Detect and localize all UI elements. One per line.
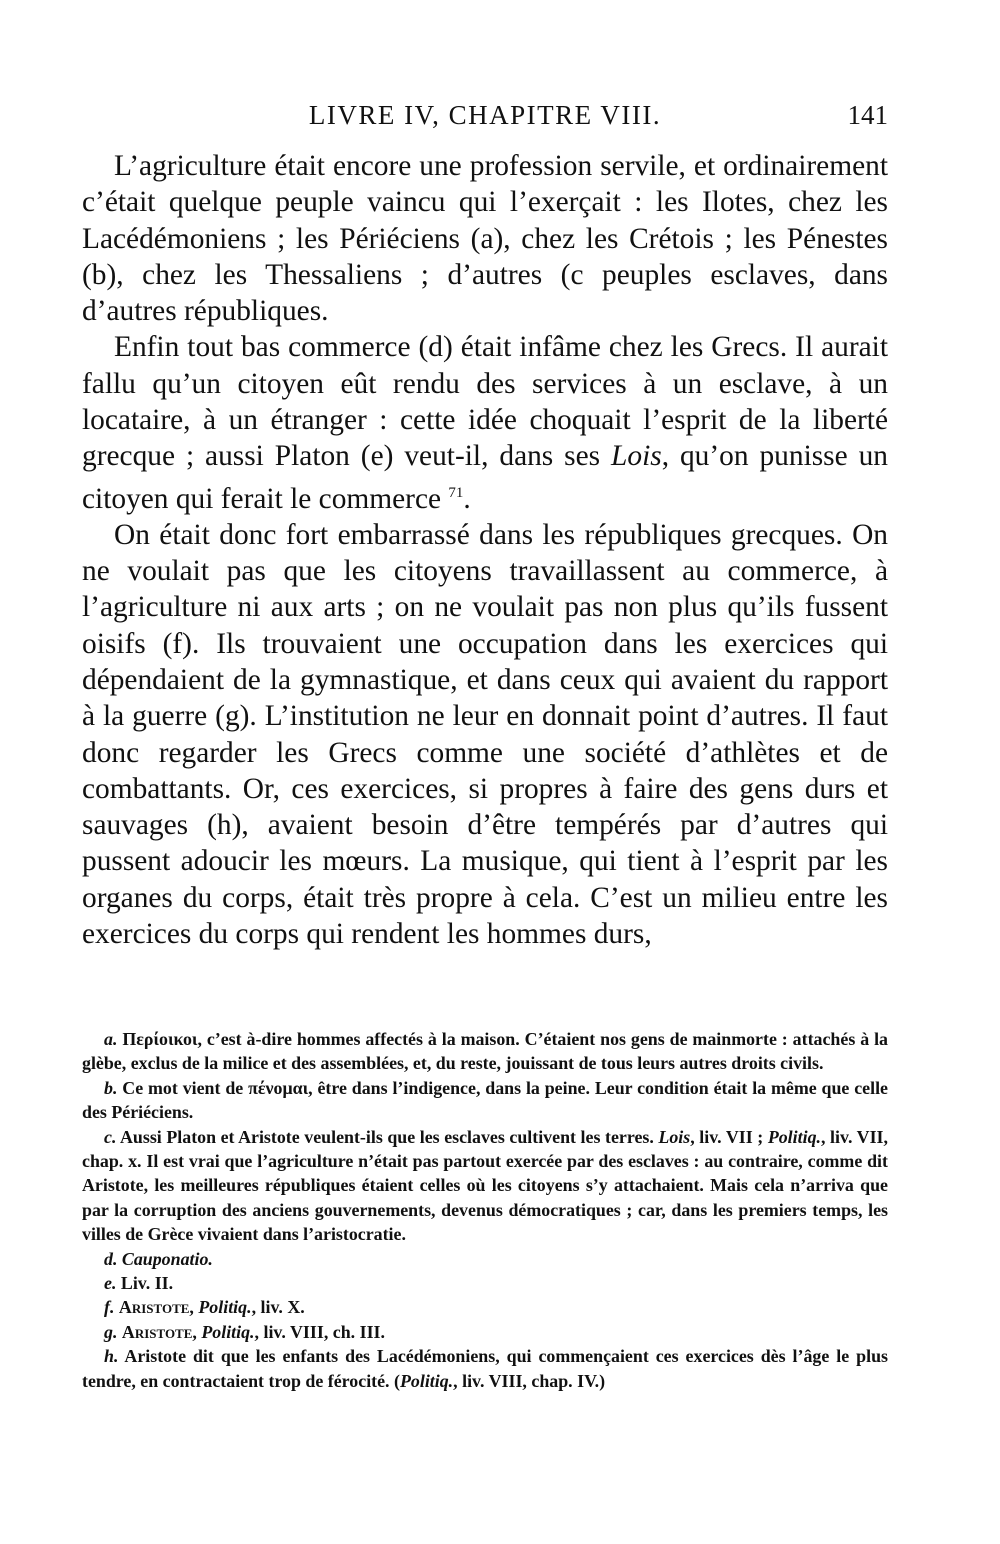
footnote-text: Ce mot vient de πένομαι, être dans l’indigence, dans la peine. Leur condition était la même que celle des Périéciens. [82, 1077, 888, 1123]
footnote-text: , liv. VII, chap. x. Il est vrai que l’agriculture n’était pas partout exercée par des esclaves : au contraire, comme dit Aristote, les meilleures républiques étaient celles où les citoyens s’y attachaient. Mais cela n’arriva que par la corruption des anciens gouvernements, devenus démocratiques ; car, dans les premiers temps, les villes de Grèce vivaient dans l’aristocratie. [82, 1126, 888, 1245]
footnote-work-title: Lois [658, 1126, 691, 1147]
footnote-work-title: Politiq. [399, 1370, 454, 1391]
page-header [82, 100, 888, 140]
paragraph-2-end: , qu’on punisse un citoyen qui ferait le commerce [82, 440, 888, 515]
footnote-text: , liv. VIII, ch. III. [254, 1321, 385, 1342]
footnote-mark: b. [104, 1077, 118, 1098]
footnote-author: Aristote [121, 1321, 193, 1342]
footnote-work-title: Politiq. [198, 1297, 252, 1318]
footnotes [82, 1027, 888, 1393]
footnote-mark: f. [104, 1297, 115, 1318]
page-number: 141 [847, 100, 888, 130]
footnote-text: Aristote dit que les enfants des Lacédémoniens, qui commençaient ces exercices dès l’âge le plus tendre, en contractaient trop de férocité. ( [82, 1346, 888, 1391]
footnote-b [82, 1076, 888, 1125]
footnote-a [82, 1027, 888, 1076]
paragraph-2-text: Enfin tout bas commerce (d) était infâme chez les Grecs. Il aurait fallu qu’un citoyen eût rendu des services à un esclave, à un locataire, à un étranger : cette idée choquait l’esprit de la liberté grecque ; aussi Platon (e) veut-il, dans ses [82, 331, 888, 473]
footnote-c [82, 1125, 888, 1247]
footnote-f: f. Aristote, Politiq., liv. X. [104, 1297, 305, 1318]
footnote-text: , liv. VIII, chap. IV.) [453, 1370, 606, 1391]
running-title: LIVRE IV, CHAPITRE VIII. [308, 100, 662, 130]
footnote-mark: a. [104, 1029, 118, 1049]
footnote-text: Cauponatio. [121, 1248, 213, 1269]
footnote-work-title: Politiq. [201, 1321, 255, 1342]
paragraph-1: L’agriculture était encore une profession servile, et ordinairement c’était quelque peuple vaincu qui l’exerçait : les Ilotes, chez les Lacédémoniens ; les Périéciens (a), chez les Crétois ; les Pénestes (b), chez les Thessaliens ; d’autres (c peuples esclaves, dans d’autres républiques. [82, 150, 888, 328]
footnote-mark: e. [104, 1273, 117, 1294]
paragraph-2 [82, 329, 888, 516]
footnote-mark: c. [104, 1126, 117, 1147]
footnote-text: Aussi Platon et Aristote veulent-ils que les esclaves cultivent les terres. [120, 1126, 659, 1147]
footnote-mark: d. [104, 1248, 118, 1269]
footnote-text: , liv. VII ; [690, 1126, 768, 1147]
paragraph-3: On était donc fort embarrassé dans les républiques grecques. On ne voulait pas que les citoyens travaillassent au commerce, à l’agriculture ni aux arts ; on ne voulait pas non plus qu’ils fussent oisifs (f). Ils trouvaient une occupation dans les exercices qui dépendaient de la gymnastique, et dans ceux qui avaient du rapport à la guerre (g). L’institution ne leur en donnait point d’autres. Il faut donc regarder les Grecs comme une société d’athlètes et de combattants. Or, ces exercices, si propres à faire des gens durs et sauvages (h), avaient besoin d’être tempérés par d’autres qui pussent adoucir les mœurs. La musique, qui tient à l’esprit par les organes du corps, était très propre à cela. C’est un milieu entre les exercices du corps qui rendent les hommes durs, [82, 518, 888, 951]
note-reference: 71 [448, 484, 464, 501]
footnote-g: g. Aristote, Politiq., liv. VIII, ch. III. [104, 1321, 385, 1342]
footnote-text: , liv. X. [251, 1297, 305, 1318]
footnote-work-title: Politiq. [767, 1126, 821, 1147]
footnote-d [82, 1247, 888, 1271]
footnote-mark: g. [104, 1321, 118, 1342]
footnote-text: Περίοικοι, c’est à-dire hommes affectés à la maison. C’étaient nos gens de mainmorte : attachés à la glèbe, exclus de la milice et des assemblées, et, du reste, jouissant de tous leurs autres droits civils. [82, 1029, 888, 1074]
footnote-text: Liv. II. [120, 1273, 174, 1294]
paragraph-2-stop: . [463, 482, 471, 515]
lois-title: Lois [611, 440, 662, 473]
footnote-author: Aristote [118, 1297, 190, 1318]
footnote-e [82, 1271, 888, 1295]
main-text [82, 148, 888, 952]
footnote-h [82, 1344, 888, 1393]
footnote-mark: h. [104, 1346, 119, 1367]
